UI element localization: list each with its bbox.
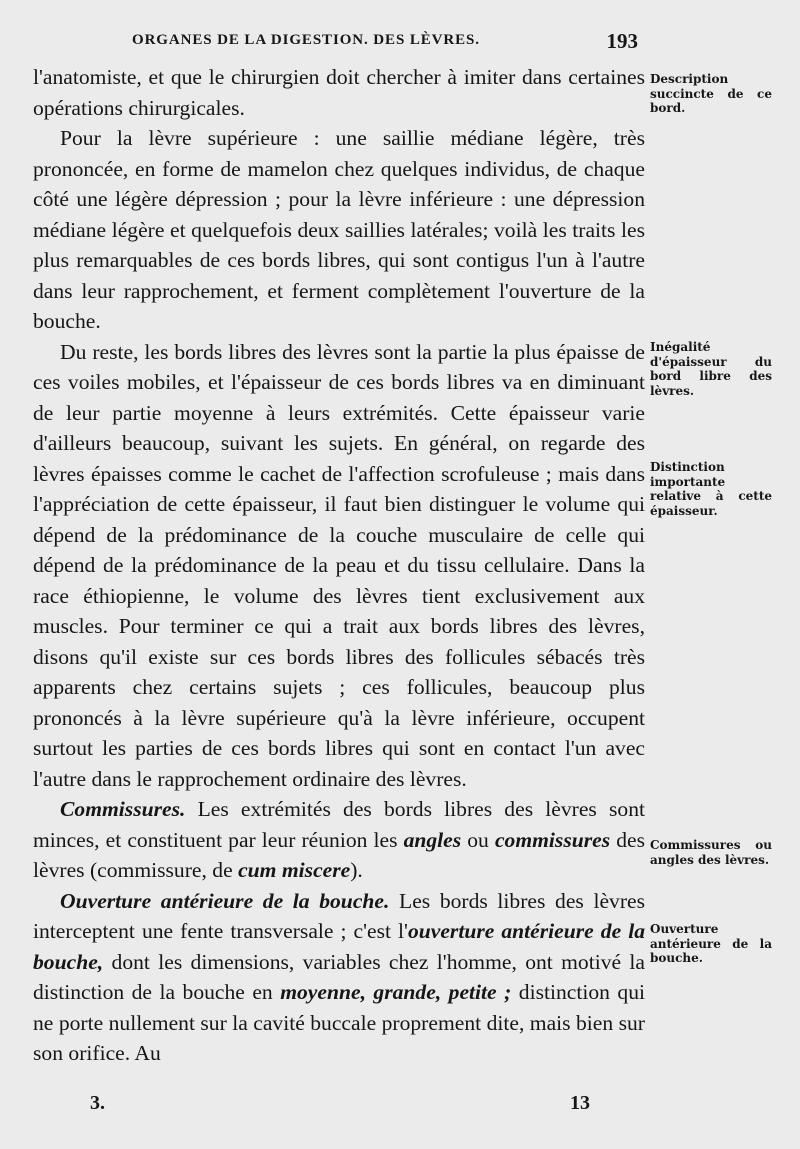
margin-note-thickness: Inégalité d'épaisseur du bord libre des lèvres. [650,340,772,398]
paragraph-upper-lower-lip: Pour la lèvre supérieure : une saillie médiane légère, très prononcée, en forme de mamelon chez quelques individus, de chaque côté une légère dépression ; pour la lèvre inférieure : une dépression médiane légère et quelquefois deux saillies latérales; voilà les traits les plus remarquables de ces bords libres, qui sont contigus l'un à l'autre dans leur rapprochement, et ferment complètement l'ouverture de la bouche. [33,126,645,333]
margin-note-commissures: Commissures ou angles des lèvres. [650,838,772,867]
term-latin: cum miscere [238,858,351,882]
main-text [33,62,645,1069]
term-commissures: commissures [494,827,611,852]
signature-sheet: 13 [570,1092,590,1114]
page-number: 193 [606,29,638,53]
term-anterior-opening: ouverture antérieure de la bouche, [33,919,645,974]
section-heading-commissures: Commissures. [60,797,186,821]
paragraph-thickness: Du reste, les bords libres des lèvres sont la partie la plus épaisse de ces voiles mobiles, et l'épaisseur de ces bords libres va en diminuant de leur partie moyenne à leurs extrémités. Cette épaisseur varie d'ailleurs beaucoup, suivant les sujets. En général, on regarde des lèvres épaisses comme le cachet de l'affection scrofuleuse ; mais dans l'appréciation de cette épaisseur, il faut bien distinguer le volume qui dépend de la prédominance de la couche musculaire de celle qui dépend de la prédominance de la peau et du tissu cellulaire. Dans la race éthiopienne, le volume des lèvres tient exclusivement aux muscles. Pour terminer ce qui a trait aux bords libres des lèvres, disons qu'il existe sur ces bords libres des follicules sébacés très apparents chez certains sujets ; ces follicules, beaucoup plus prononcés à la lèvre supérieure qu'à la lèvre inférieure, occupent surtout les parties de ces bords libres qui sont en contact l'un avec l'autre dans le rapprochement ordinaire des lèvres. [33,339,645,791]
paragraph-commissures: Commissures. Les extrémités des bords libres des lèvres sont minces, et constituent par leur réunion les angles ou commissures des lèvres (commissure, de cum miscere). [33,797,645,882]
paragraph-continuation: l'anatomiste, et que le chirurgien doit chercher à imiter dans certaines opérations chirurgicales. [33,65,645,120]
running-title: ORGANES DE LA DIGESTION. DES LÈVRES. [132,32,480,48]
running-header [132,30,638,58]
margin-note-distinction: Distinction importante relative à cette épaisseur. [650,460,772,518]
term-angles: angles [403,827,462,852]
signature-volume: 3. [90,1092,105,1114]
term-mouth-sizes: moyenne, grande, petite ; [280,980,512,1004]
margin-note-mouth-opening: Ouverture antérieure de la bouche. [650,922,772,965]
section-heading-mouth-opening: Ouverture antérieure de la bouche. [60,888,390,913]
margin-note-description: Description succincte de ce bord. [650,72,772,115]
paragraph-mouth-opening: Ouverture antérieure de la bouche. Les bords libres des lèvres interceptent une fente transversale ; c'est l'ouverture antérieure de la bouche, dont les dimensions, variables chez l'homme, ont motivé la distinction de la bouche en moyenne, grande, petite ; distinction qui ne porte nullement sur la cavité buccale proprement dite, mais bien sur son orifice. Au [33,888,646,1065]
